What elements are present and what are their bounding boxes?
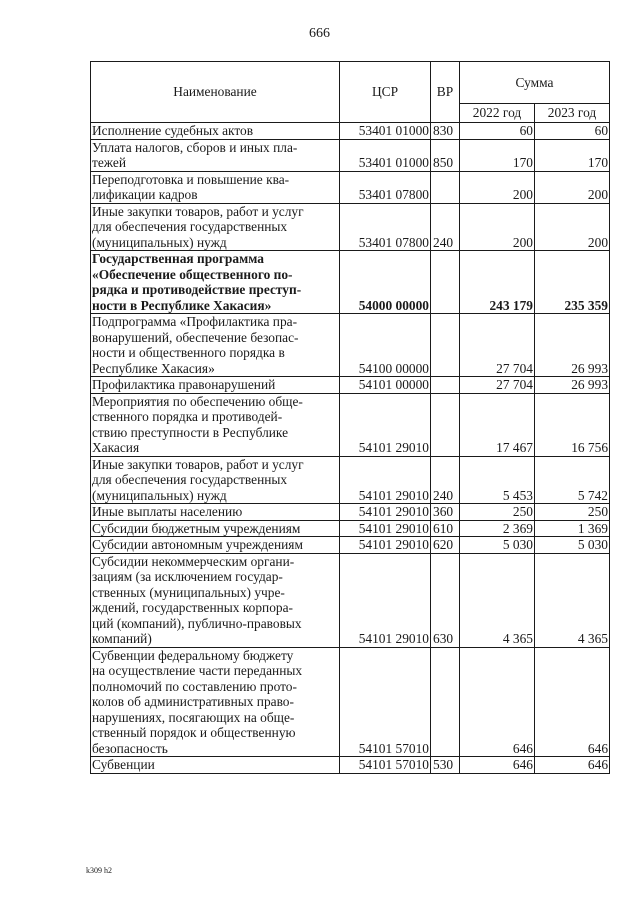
row-csr: 53401 01000 <box>340 123 431 140</box>
row-sum-2023: 16 756 <box>535 393 610 456</box>
row-sum-2022: 646 <box>460 647 535 757</box>
table-row <box>91 537 610 554</box>
table-row <box>91 123 610 140</box>
row-sum-2023: 646 <box>535 647 610 757</box>
row-csr: 53401 07800 <box>340 171 431 203</box>
row-csr: 54101 29010 <box>340 537 431 554</box>
row-sum-2022: 27 704 <box>460 377 535 394</box>
row-csr: 53401 07800 <box>340 203 431 251</box>
row-csr: 54101 57010 <box>340 647 431 757</box>
row-sum-2023: 200 <box>535 203 610 251</box>
row-vr: 850 <box>431 139 460 171</box>
row-sum-2022: 250 <box>460 504 535 521</box>
header-year-2023: 2023 год <box>535 104 610 123</box>
row-sum-2022: 646 <box>460 757 535 774</box>
table-row <box>91 251 610 314</box>
table-row <box>91 377 610 394</box>
row-csr: 54000 00000 <box>340 251 431 314</box>
row-csr: 54100 00000 <box>340 314 431 377</box>
row-sum-2023: 26 993 <box>535 377 610 394</box>
row-vr <box>431 647 460 757</box>
row-csr: 54101 29010 <box>340 520 431 537</box>
table-body <box>91 123 610 774</box>
row-sum-2022: 200 <box>460 203 535 251</box>
row-sum-2022: 5 453 <box>460 456 535 504</box>
row-sum-2022: 17 467 <box>460 393 535 456</box>
row-vr <box>431 393 460 456</box>
table-row <box>91 203 610 251</box>
row-sum-2022: 2 369 <box>460 520 535 537</box>
table-row <box>91 553 610 647</box>
row-sum-2023: 235 359 <box>535 251 610 314</box>
row-vr <box>431 171 460 203</box>
row-sum-2023: 200 <box>535 171 610 203</box>
table-row <box>91 171 610 203</box>
row-sum-2022: 27 704 <box>460 314 535 377</box>
row-name: Профилактика правонарушений <box>91 377 340 394</box>
row-name: Субсидии некоммерческим органи- зациям (за исключением государ- ственных (муниципальных) учре- ждений, государственных корпора- ций (компаний), публично-правовых компаний) <box>91 553 340 647</box>
table-row <box>91 456 610 504</box>
row-vr: 240 <box>431 203 460 251</box>
budget-table <box>90 61 610 774</box>
row-csr: 54101 29010 <box>340 393 431 456</box>
row-sum-2022: 170 <box>460 139 535 171</box>
row-csr: 54101 00000 <box>340 377 431 394</box>
row-sum-2022: 4 365 <box>460 553 535 647</box>
table-row <box>91 504 610 521</box>
row-vr: 830 <box>431 123 460 140</box>
table-row <box>91 314 610 377</box>
row-sum-2023: 646 <box>535 757 610 774</box>
row-name: Субвенции <box>91 757 340 774</box>
row-sum-2023: 60 <box>535 123 610 140</box>
row-sum-2023: 1 369 <box>535 520 610 537</box>
row-csr: 53401 01000 <box>340 139 431 171</box>
table-row <box>91 139 610 171</box>
header-year-2022: 2022 год <box>460 104 535 123</box>
row-sum-2023: 26 993 <box>535 314 610 377</box>
row-sum-2022: 60 <box>460 123 535 140</box>
row-vr <box>431 314 460 377</box>
row-csr: 54101 57010 <box>340 757 431 774</box>
row-vr: 620 <box>431 537 460 554</box>
row-vr: 630 <box>431 553 460 647</box>
row-name: Государственная программа «Обеспечение общественного по- рядка и противодействие преступ- ности в Республике Хакасия» <box>91 251 340 314</box>
row-name: Иные выплаты населению <box>91 504 340 521</box>
row-csr: 54101 29010 <box>340 456 431 504</box>
row-csr: 54101 29010 <box>340 553 431 647</box>
row-sum-2023: 170 <box>535 139 610 171</box>
header-name: Наименование <box>91 62 340 123</box>
row-sum-2022: 200 <box>460 171 535 203</box>
row-vr: 610 <box>431 520 460 537</box>
footer-code: k309 h2 <box>86 866 112 875</box>
row-sum-2023: 5 030 <box>535 537 610 554</box>
row-vr: 360 <box>431 504 460 521</box>
row-name: Субсидии автономным учреждениям <box>91 537 340 554</box>
row-vr <box>431 377 460 394</box>
row-name: Уплата налогов, сборов и иных пла- тежей <box>91 139 340 171</box>
table-row <box>91 393 610 456</box>
row-name: Переподготовка и повышение ква- лификации кадров <box>91 171 340 203</box>
row-sum-2022: 5 030 <box>460 537 535 554</box>
table-row <box>91 647 610 757</box>
row-sum-2023: 250 <box>535 504 610 521</box>
table-row <box>91 757 610 774</box>
row-name: Субвенции федеральному бюджету на осуществление части переданных полномочий по составлению прото- колов об административных право- нарушениях, посягающих на обще- ственный порядок и общественную безопасность <box>91 647 340 757</box>
header-sum: Сумма <box>460 62 610 104</box>
table-row <box>91 520 610 537</box>
row-name: Исполнение судебных актов <box>91 123 340 140</box>
row-vr <box>431 251 460 314</box>
header-vr: ВР <box>431 62 460 123</box>
row-sum-2022: 243 179 <box>460 251 535 314</box>
row-name: Мероприятия по обеспечению обще- ственного порядка и противодей- ствию преступности в Республике Хакасия <box>91 393 340 456</box>
row-vr: 530 <box>431 757 460 774</box>
row-name: Иные закупки товаров, работ и услуг для обеспечения государственных (муниципальных) нужд <box>91 456 340 504</box>
row-name: Иные закупки товаров, работ и услуг для обеспечения государственных (муниципальных) нужд <box>91 203 340 251</box>
row-name: Подпрограмма «Профилактика пра- вонарушений, обеспечение безопас- ности и общественного порядка в Республике Хакасия» <box>91 314 340 377</box>
row-sum-2023: 4 365 <box>535 553 610 647</box>
row-vr: 240 <box>431 456 460 504</box>
row-csr: 54101 29010 <box>340 504 431 521</box>
page-number: 666 <box>309 26 330 41</box>
row-sum-2023: 5 742 <box>535 456 610 504</box>
table-header <box>91 62 610 123</box>
header-csr: ЦСР <box>340 62 431 123</box>
row-name: Субсидии бюджетным учреждениям <box>91 520 340 537</box>
